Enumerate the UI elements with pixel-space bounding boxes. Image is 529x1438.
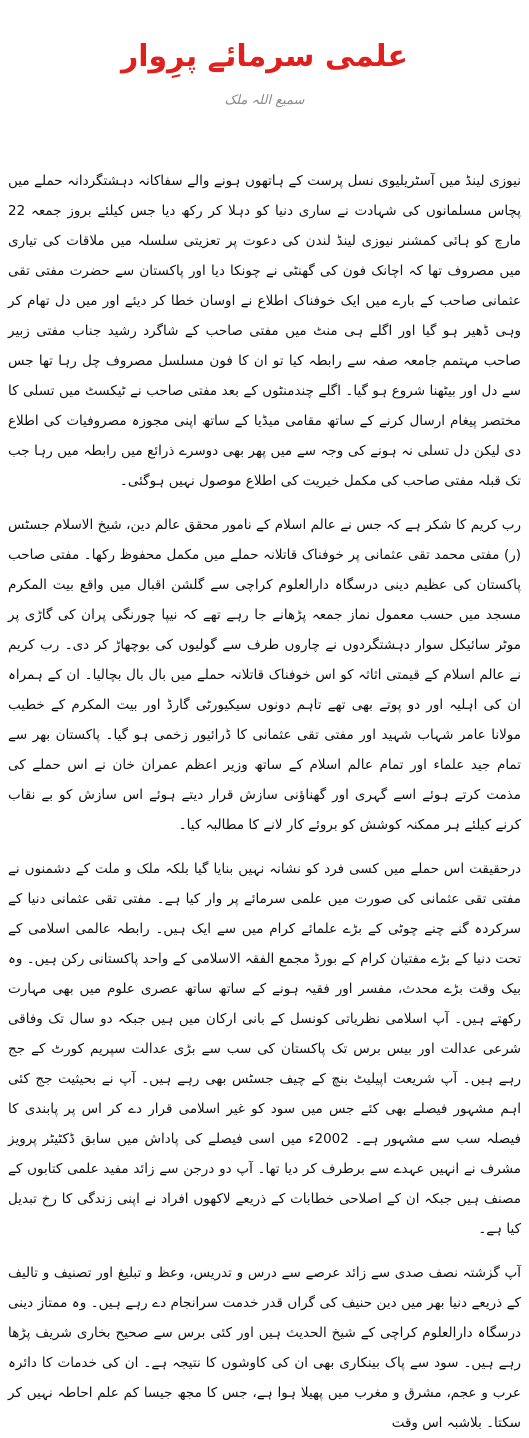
article-body [8,166,521,1438]
article-paragraph-2: رب کریم کا شکر ہے کہ جس نے عالم اسلام کے نامور محقق عالم دین، شیخ الاسلام جسٹس (ر) مفتی محمد تقی عثمانی پر خوفناک قاتلانہ حملے میں مکمل محفوظ رکھا۔ مفتی صاحب پاکستان کی عظیم دینی درسگاہ دارالعلوم کراچی سے گلشن اقبال میں واقع بیت المکرم مسجد میں حسب معمول نماز جمعہ پڑھانے جا رہے تھے کہ نیپا چورنگی پران کی گاڑی پر موٹر سائیکل سوار دہشتگردوں نے چاروں طرف سے گولیوں کی بوچھاڑ کر دی۔ رب کریم نے عالم اسلام کے قیمتی اثاثہ کو اس خوفناک قاتلانہ حملے میں بال بال بچالیا۔ ان کے ہمراہ ان کی اہلیہ اور دو پوتے بھی تھے تاہم دونوں سیکیورٹی گارڈ اور بیت المکرم کے خطیب مولانا عامر شہاب شہید اور مفتی تقی عثمانی کا ڈرائیور زخمی ہو گیا۔ پاکستان بھر سے تمام جید علماء اور تمام عالم اسلام کے ساتھ وزیر اعظم عمران خان نے اس حملے کی مذمت کرتے ہوئے اسے گہری اور گھناؤنی سازش قرار دیتے ہوئے اس سازش کو بے نقاب کرنے کیلئے ہر ممکنہ کوشش کو بروئے کار لانے کا مطالبہ کیا۔ [8,517,521,833]
author-byline: سمیع اللہ ملک [224,93,305,108]
article-paragraph-1: نیوزی لینڈ میں آسٹریلیوی نسل پرست کے ہاتھوں ہونے والے سفاکانہ دہشتگردانہ حملے میں پچاس مسلمانوں کی شہادت نے ساری دنیا کو دہلا کر رکھ دیا جس کیلئے بروز جمعہ 22 مارچ کو ہائی کمشنر نیوزی لینڈ لندن کی دعوت پر تعزیتی سلسلہ میں ملاقات کی تیاری میں مصروف تھا کہ اچانک فون کی گھنٹی نے چونکا دیا اور پاکستان سے حضرت مفتی تقی عثمانی صاحب کے بارے میں ایک خوفناک اطلاع نے اوسان خطا کر دیئے اور میں دل تھام کر وہی ڈھیر ہو گیا اور اگلے ہی منٹ میں مفتی صاحب کے شاگرد رشید جناب مفتی زبیر صاحب مہتمم جامعہ صفہ سے رابطہ کیا تو ان کا فون مسلسل مصروف چل رہا تھا جس سے دل اور بیٹھنا شروع ہو گیا۔ اگلے چندمنٹوں کے بعد مفتی صاحب نے ٹیکسٹ میں تسلی کا مختصر پیغام ارسال کرنے کے ساتھ مقامی میڈیا کے ساتھ اپنی مجوزہ مصروفیات کی اطلاع دی لیکن دل تسلی نہ ہونے کی وجہ سے میں پھر بھی دوسرے ذرائع میں رابطہ میں رہا جب تک قبلہ مفتی صاحب کی مکمل خیریت کی اطلاع موصول نہیں ہوگئی۔ [8,173,521,489]
article-title: علمی سرمائے پرِوار [120,39,409,74]
article-paragraph-4: آپ گزشتہ نصف صدی سے زائد عرصے سے درس و تدریس، وعظ و تبلیغ اور تصنیف و تالیف کے ذریعے دنیا بھر میں دین حنیف کی گراں قدر خدمت سرانجام دے رہے ہیں۔ وہ ممتاز دینی درسگاہ دارالعلوم کراچی کے شیخ الحدیث ہیں اور کئی برس سے صحیح بخاری شریف پڑھا رہے ہیں۔ سود سے پاک بینکاری بھی ان کی کاوشوں کا نتیجہ ہے۔ ان کی خدمات کا دائرہ عرب و عجم، مشرق و مغرب میں پھیلا ہوا ہے، جس کا مجھ جیسا کم علم احاطہ نہیں کر سکتا۔ بلاشبہ اس وقت [8,1265,521,1431]
article-paragraph-3: درحقیقت اس حملے میں کسی فرد کو نشانہ نہیں بنایا گیا بلکہ ملک و ملت کے دشمنوں نے مفتی تقی عثمانی کی صورت میں علمی سرمائے پر وار کیا ہے۔ مفتی تقی عثمانی دنیا کے سرکردہ گنے چنے چوٹی کے بڑے علمائے کرام میں سے ایک ہیں۔ رابطہ عالمی اسلامی کے تحت دنیا کے بڑے مفتیان کرام کے بورڈ مجمع الفقہ الاسلامی کے واحد پاکستانی رکن ہیں۔ وہ بیک وقت بڑے محدث، مفسر اور فقیہ ہونے کے ساتھ ساتھ عصری علوم میں بھی مہارت رکھتے ہیں۔ آپ اسلامی نظریاتی کونسل کے بانی ارکان میں ہیں جبکہ دو سال تک وفاقی شرعی عدالت اور بیس برس تک پاکستان کی سب سے بڑی عدالت سپریم کورٹ کے جج رہے ہیں۔ آپ شریعت اپیلیٹ بنچ کے چیف جسٹس بھی رہے ہیں۔ آپ نے بحیثیت جج کئی اہم مشہور فیصلے بھی کئے جس میں سود کو غیر اسلامی قرار دے کر اس پر پابندی کا فیصلہ سب سے مشہور ہے۔ 2002ء میں اسی فیصلے کی پاداش میں سابق ڈکٹیٹر پرویز مشرف نے انہیں عہدے سے برطرف کر دیا تھا۔ آپ دو درجن سے زائد مفید علمی کتابوں کے مصنف ہیں جبکہ ان کے اصلاحی خطابات کے ذریعے لاکھوں افراد نے اپنی زندگی کا رخ تبدیل کیا ہے۔ [8,861,521,1237]
